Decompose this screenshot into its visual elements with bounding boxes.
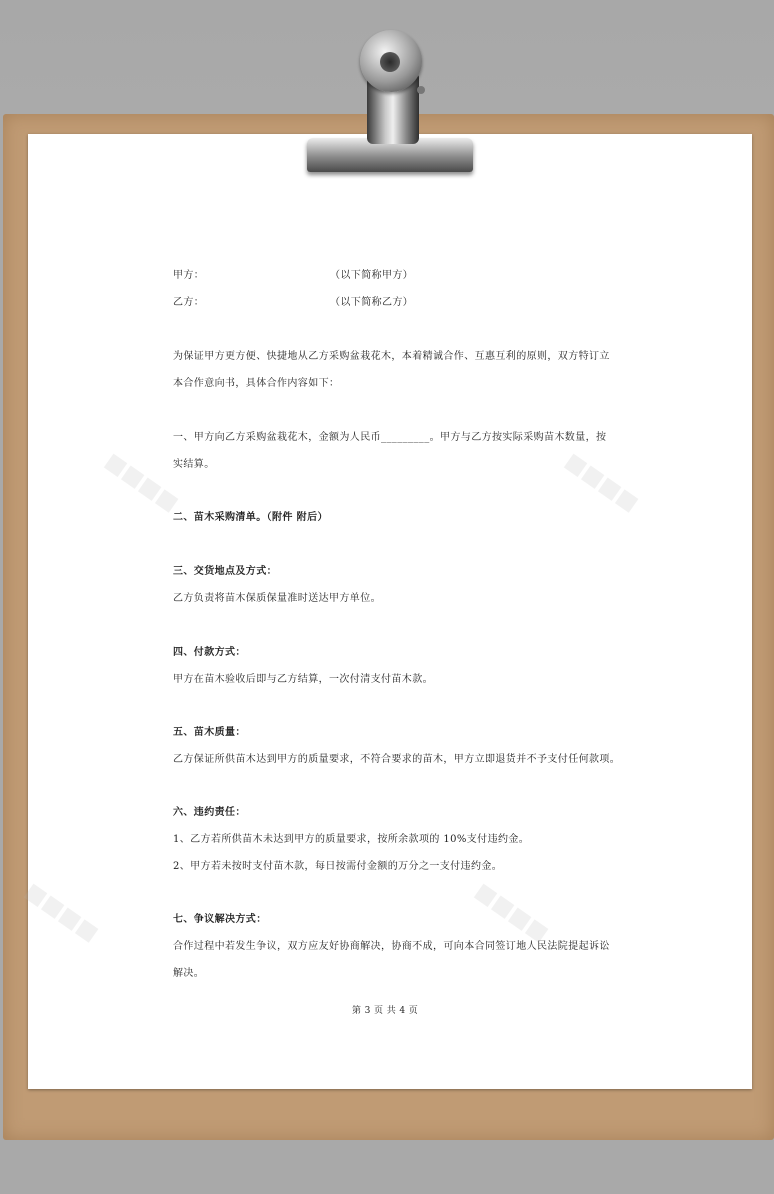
watermark: ■■■■ (560, 448, 643, 517)
section-5-body: 乙方保证所供苗木达到甲方的质量要求，不符合要求的苗木，甲方立即退货并不予支付任何款项。 (173, 754, 621, 765)
section-7-body: 解决。 (173, 968, 205, 979)
section-4-title: 四、付款方式： (173, 647, 246, 658)
section-1-text: 实结算。 (173, 459, 215, 470)
intro-line: 本合作意向书，具体合作内容如下： (173, 378, 340, 389)
section-3-body: 乙方负责将苗木保质保量准时送达甲方单位。 (173, 593, 381, 604)
party-b-note: （以下简称乙方） (330, 297, 414, 308)
section-6-body: 2、甲方若未按时支付苗木款，每日按需付金额的万分之一支付违约金。 (173, 861, 503, 872)
section-6-body: 1、乙方若所供苗木未达到甲方的质量要求，按所余款项的 10%支付违约金。 (173, 834, 530, 845)
page-indicator: 第 3 页 共 4 页 (352, 1006, 419, 1016)
section-6-title: 六、违约责任： (173, 807, 246, 818)
section-2-title: 二、苗木采购清单。（附件 附后） (173, 512, 328, 523)
section-1-text: 一、甲方向乙方采购盆栽花木，金额为人民币_________。甲方与乙方按实际采购苗木数量，按 (173, 432, 607, 443)
clip-hole (380, 52, 400, 72)
section-7-title: 七、争议解决方式： (173, 914, 267, 925)
party-a-label: 甲方： (173, 270, 205, 281)
section-4-body: 甲方在苗木验收后即与乙方结算，一次付清支付苗木款。 (173, 674, 433, 685)
watermark: ■■■■ (20, 878, 103, 947)
party-b-label: 乙方： (173, 297, 205, 308)
intro-line: 为保证甲方更方便、快捷地从乙方采购盆栽花木，本着精诚合作、互惠互利的原则，双方特订立 (173, 351, 610, 362)
clip-hinge (417, 86, 425, 94)
watermark: ■■■■ (470, 878, 553, 947)
section-5-title: 五、苗木质量： (173, 727, 246, 738)
party-a-note: （以下简称甲方） (330, 270, 414, 281)
watermark: ■■■■ (100, 448, 183, 517)
section-7-body: 合作过程中若发生争议，双方应友好协商解决，协商不成，可向本合同签订地人民法院提起诉讼 (173, 941, 610, 952)
section-3-title: 三、交货地点及方式： (173, 566, 277, 577)
